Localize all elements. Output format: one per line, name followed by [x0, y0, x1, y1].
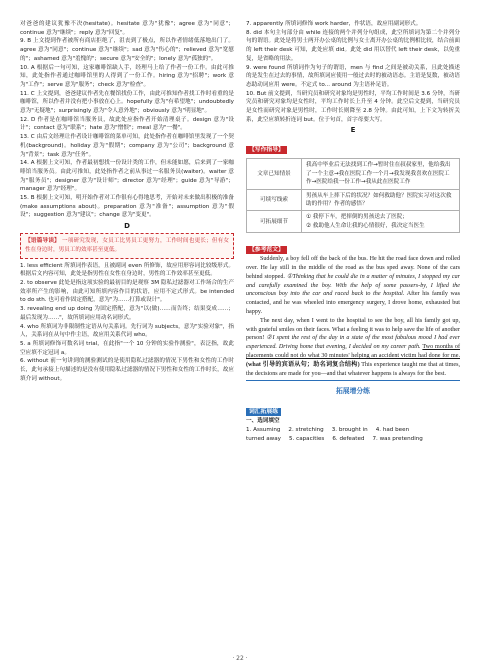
expand-divider: [246, 380, 460, 381]
model-essay-paragraph-2: The next day, when I went to the hospital to see the boy, all his family got up, with grateful smiles on their faces. What a feeling it was to help save the life of another person! ②I spent the rest of the day in a state of the most fabulous mood I had ever experienced. Driving home that evening, I decided on my career path. Two months of placements could not do what 30 minutes' helping an accident victim had done for me. (what 引导的宾语从句；助名词复合结构) This experience taught me that at times, the decisions are made for you—and that whatever happens is always for the best.: [246, 317, 461, 377]
page-number: · 22 ·: [232, 655, 248, 662]
writing-guide-row: [247, 189, 460, 211]
fill-answer-item: 1. Assuming: [246, 426, 281, 433]
writing-guide-row-label: 可拓展细节: [247, 211, 302, 233]
left-column: [20, 20, 234, 383]
answer-d1-paragraph: 1. less efficient 所填词作表语，且被副词 even 所修饰，故应用形容词比较级形式。根据后文内容可知，此处是指男性在女性在身边时，男性的工作效率甚至更低。: [20, 262, 234, 278]
answer-d10-paragraph: 10. But 前文提到，当研究员和研究对象均是男性时，平均工作时间是 3.6 分钟，当研究员和研究对象均是女性时，平均工作时长上升至 4 分钟。此空后文提到，当研究员是女性而研究对象是男性时，工作时长则降至 2.8 分钟。由此可知，上下文为转折关系，此空应填转折连词 but。位于句首，首字母要大写。: [246, 90, 460, 123]
answer-d6-paragraph: 6. without 前一句讲到的测验测试的是使用隐私过滤器的情况下男性和女性的工作时长，此句承接上句描述的是没有使用隐私过滤器的情况下男性和女性的工作时长，故应填介词 without。: [20, 358, 234, 382]
expand-section-title: 拓展增分练: [336, 387, 370, 396]
answer-d4-paragraph: 4. who 所填词为非限制性定语从句关系词。先行词为 subjects，意为"实验对象"，指人，关系词在从句中作主语，故应用关系代词 who。: [20, 323, 234, 339]
answer-15-paragraph: 15. B 根据上文可知，明开始作者对工作很有心得地思考，开始对未来做出积极的准备(make assumptions about)。preparation 意为"准备"；assumption 意为"假设"；suggestion 意为"建议"；change 意为"变更"。: [20, 195, 234, 219]
fill-answer-item: 3. brought in: [331, 426, 368, 433]
answer-13-paragraph: 13. C 由后文经理让作者设计咖啡馆的菜单可知，此处指作者在咖啡馆里发现了一个契机(background)。holiday 意为"假期"；company 意为"公司"；background 意为"背景"；task 意为"任务"。: [20, 134, 234, 158]
passage-guide-box: [20, 233, 234, 258]
fill-heading-text: 一、选词填空: [246, 418, 280, 425]
right-column: [246, 20, 460, 443]
model-essay-tag-wrap: [246, 236, 460, 255]
passage-guide-body: 一项研究发现，女员工比男员工更努力，工作时间也更长；但有女性在身边时，男员工的效率甚至更低。: [25, 238, 229, 253]
writing-guide-table-body: [247, 159, 460, 233]
fill-answer-item: 5. capacities: [289, 435, 325, 442]
writing-guide-row-label: 可续写线索: [247, 189, 302, 211]
writing-guide-row: [247, 211, 460, 233]
writing-guide-tag-wrap: [246, 136, 460, 155]
writing-guide-table: [246, 158, 460, 233]
section-e-heading: E: [350, 126, 356, 135]
model-essay-tag: 【参考范文】: [246, 246, 287, 254]
section-d-heading: D: [124, 222, 130, 231]
answer-11-paragraph: 11. C 上文提到，爸爸建议作者先在餐馆找份工作，由此可推知作者找工作时看重的是咖啡馆，所以作者并没有把小事放在心上。hopefully 意为"有希望地"；undoubtedly 意为"无疑地"；surprisingly 意为"令人意外地"；obviously 意为"明显地"。: [20, 90, 234, 115]
passage-guide-text: [25, 237, 229, 254]
answer-12-paragraph: 12. D 作者是在咖啡馆当服务员，故此处应指作者开始清理桌子。design 意为"设计"；contact 意为"联系"；hate 意为"憎恨"；meal 意为"一餐"。: [20, 116, 234, 132]
fill-answers-row-1: [246, 426, 460, 435]
answer-9-paragraph: 9. B 上文提到作者被所有商店拒绝了，沮丧到了极点，所以作者情绪低落地出门了。agree 意为"同意"；continue 意为"继续"；sad 意为"伤心的"；relieved 意为"宽慰的"；ashamed 意为"羞愧的"；secure 意为"安全的"；lonely 意为"孤独的"。: [20, 38, 234, 62]
writing-guide-row-text: ① 我停下车，把摔倒的男孩送去了医院； ② 救助他人生命让我的心情很好，我决定当医生: [302, 211, 460, 233]
answer-d8-paragraph: 8. did 本句主句部分由 while 连接的两个并列分句组成，此空所填词为第二个并列分句的谓语。此处是将男士两开办公桌的比例与女士离开办公桌的比例相比较，结合前面的 left their desk 可知，此处应填 did。此处 did 用以替代 left their desk，以免重复，是省略的用法。: [246, 29, 460, 62]
left-intro-paragraph: 对爸爸的建议犹豫不决(hesitate)。hesitate 意为"犹豫"；agree 意为"同意"；continue 意为"继续"；reply 意为"回复"。: [20, 21, 234, 36]
fill-heading: [246, 417, 460, 426]
writing-guide-row: [247, 159, 460, 189]
writing-guide-row-text: 我高中毕业后无法找到工作→暂时住在叔叔家里，他给我出了一个主意→我在医院工作一个月→我发现我喜欢在医院工作→医院给我一份工作→我从此在医院工作: [302, 159, 460, 189]
writing-guide-row-label: 文章已知情景: [247, 159, 302, 189]
answer-14-paragraph: 14. A 根据上文可知，作者最初想找一份设计类的工作，但未能如愿，后来到了一家咖啡馆当服务员。由此可推知，此处指作者之前从事过一名服务员(waiter)。waiter 意为"服务员"；designer 意为"设计师"；director 意为"经理"；guide 意为"导游"；manager 意为"经理"。: [20, 160, 234, 193]
model-essay-paragraph-1: Suddenly, a boy fell off the back of the bus. He hit the road face down and rolled over. He lay still in the middle of the road as the bus sped away. None of the cars behind stopped. ①Thinking that he could die in a matter of minutes, I stopped my car and carefully examined the boy. With the help of some passers-by, I lifted the unconscious boy into the car and raced back to the hospital. After his family was contacted, and he was wheeled into emergency surgery, I drove home, exhausted but happy.: [246, 256, 461, 316]
fill-answer-item: 7. was pretending: [372, 435, 423, 442]
fill-answers-row-2: [246, 435, 460, 444]
vocab-tag: 词汇拓展练: [246, 408, 281, 416]
vocab-tag-wrap: [246, 398, 460, 417]
answer-d5-paragraph: 5. a 所填词修饰可数名词 trial，在此指"一个 10 分钟的实验作测验"，表泛指，故此空应填不定冠词 a。: [20, 340, 234, 356]
passage-guide-tag: 【语篇导读】: [25, 238, 60, 245]
fill-answer-item: turned away: [246, 435, 281, 442]
fill-answer-item: 2. stretching: [288, 426, 324, 433]
answer-d2-paragraph: 2. to observe 此处是指这项实验的最初目的是观察 3M 隐私过滤器对工作场合的生产效率所产生的影响，由此可知所填内容作目的状语，应用不定式形式。be intended to do sth. 也可看作固定搭配，意为"为……打算或设计"。: [20, 279, 234, 304]
writing-guide-row-text: 男孩从车上摔下后的状况？如何救助他？医院实习对这次救助的作用？作者的感悟？: [302, 189, 460, 211]
fill-answer-item: 6. defeated: [332, 435, 365, 442]
answer-d9-paragraph: 9. were found 所填词作为句子的谓语，men 与 find 之间是被动关系，且此处描述的是发生在过去的事情，故所填词应使用一般过去时的被动语态。主语是复数，被动语态助动词应用 were。不定式 to... around 为主语补足语。: [246, 64, 460, 88]
fill-answer-item: 4. had been: [375, 426, 410, 433]
answer-d7-paragraph: 7. apparently 所填词修饰 work harder，作状语，故应用副词形式。: [246, 21, 422, 27]
answer-d3-paragraph: 3. revealing end up doing 为固定搭配，意为"以(做)……而告终；结果变成……；最后发现为……"，故所填词应用动名词形式。: [20, 306, 234, 321]
writing-guide-tag: 【写作指导】: [246, 146, 287, 154]
answer-10-paragraph: 10. A 根据后一句可知，这家咖啡馆缺人手，经理马上给了作者一份工作。由此可推知，此处指作者通过咖啡馆里的人得到了一份工作。hiring 意为"招聘"；work 意为"工作"；serve 意为"服务"；check 意为"检查"。: [20, 64, 234, 88]
